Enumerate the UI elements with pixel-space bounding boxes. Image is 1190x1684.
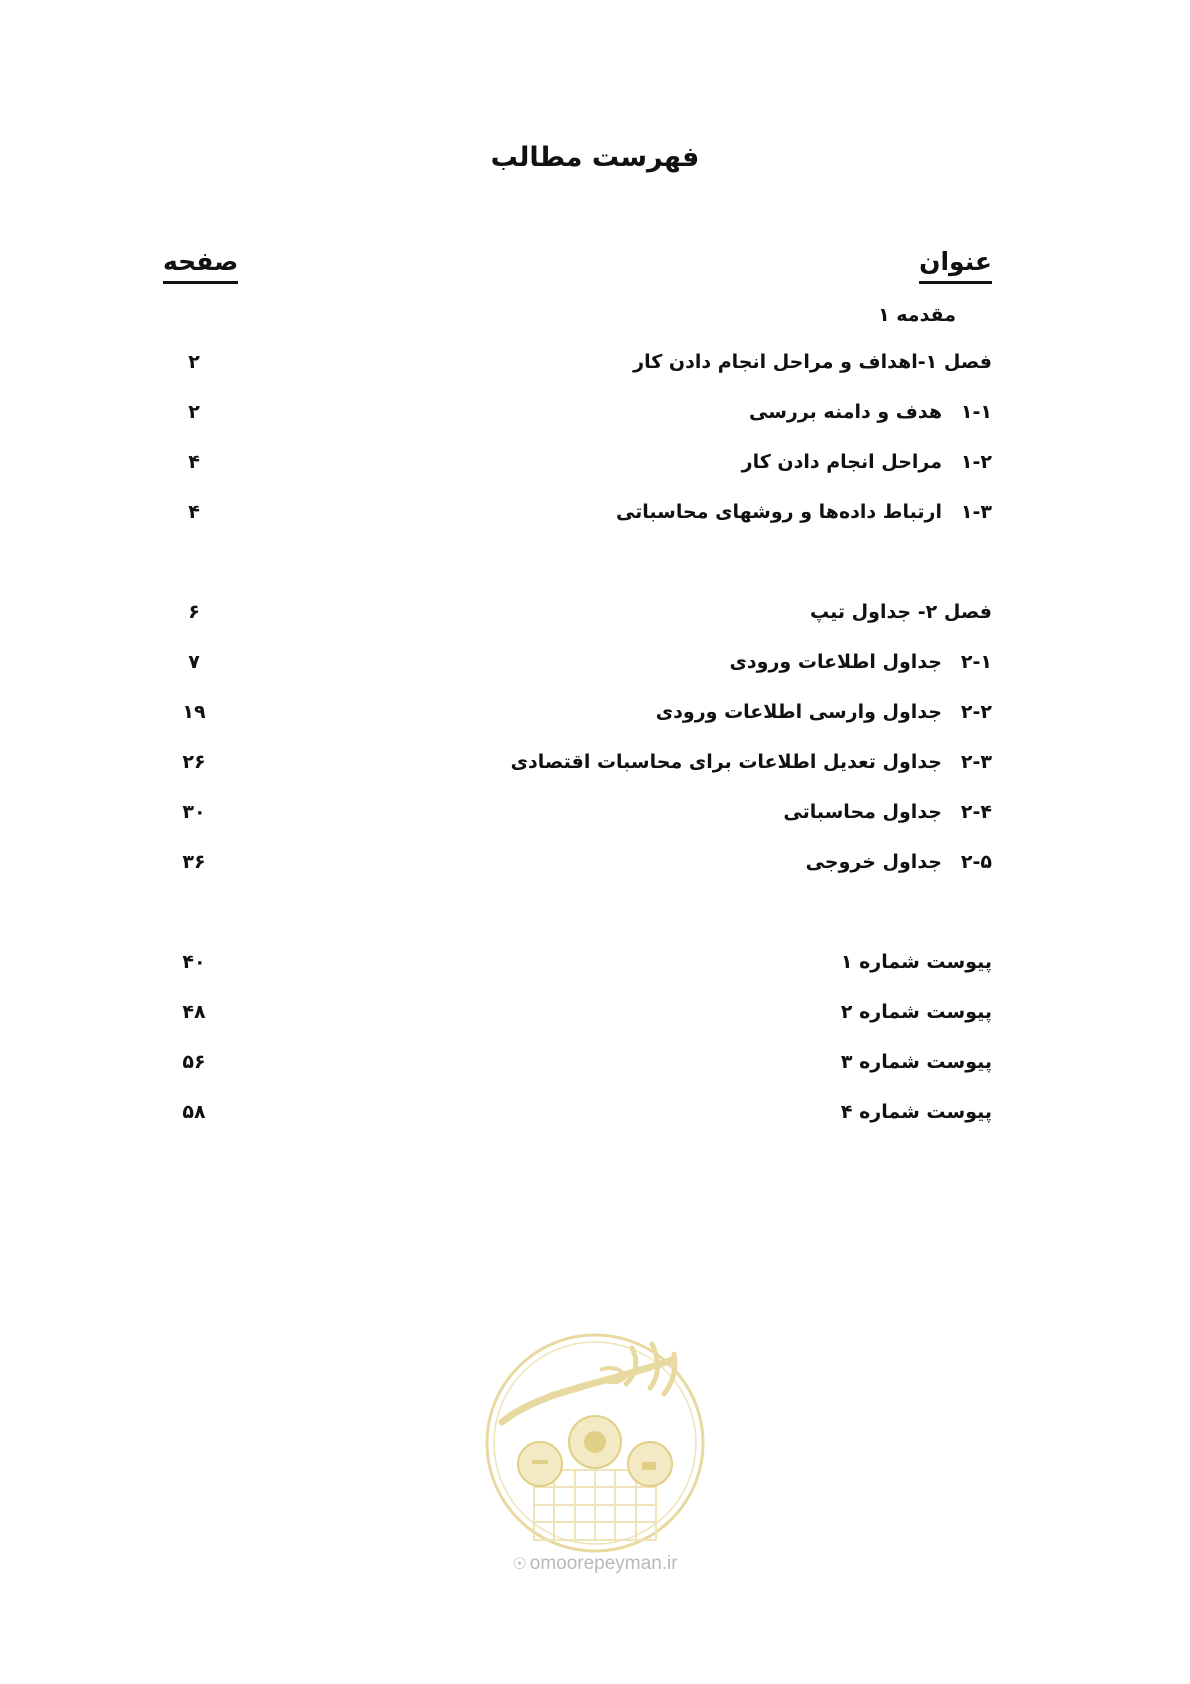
row-page: ۴ <box>188 501 200 523</box>
row-label: پیوست شماره ۳ <box>840 1051 992 1073</box>
row-number: ۱-۳ <box>960 501 992 523</box>
row-page: ۳۶ <box>182 851 206 873</box>
globe-icon: ☉ <box>512 1556 527 1573</box>
row-label: مراحل انجام دادن کار <box>741 451 942 473</box>
column-header-title: عنوان <box>919 245 992 284</box>
row-label: فصل ۱-اهداف و مراحل انجام دادن کار <box>633 351 992 373</box>
toc-row <box>150 992 992 1032</box>
toc-row <box>150 1042 992 1082</box>
row-label: مقدمه ۱ <box>878 304 956 326</box>
toc-row <box>150 842 992 882</box>
row-page: ۵۸ <box>182 1101 206 1123</box>
toc-row <box>150 1092 992 1132</box>
row-label: جداول اطلاعات ورودی <box>729 651 942 673</box>
row-label: ارتباط داده‌ها و روشهای محاسباتی <box>615 501 942 523</box>
row-number: ۲-۳ <box>960 751 992 773</box>
toc-row <box>150 295 992 335</box>
row-page: ۷ <box>188 651 200 673</box>
toc-row <box>150 792 992 832</box>
toc-row <box>150 592 992 632</box>
toc-row <box>150 942 992 982</box>
row-label: پیوست شماره ۱ <box>840 951 992 973</box>
row-label: جداول خروجی <box>805 851 942 873</box>
row-label: هدف و دامنه بررسی <box>749 401 942 423</box>
toc-row <box>150 492 992 532</box>
row-page: ۴۸ <box>182 1001 206 1023</box>
row-number: ۲-۲ <box>960 701 992 723</box>
row-label: پیوست شماره ۲ <box>840 1001 992 1023</box>
row-number: ۲-۵ <box>960 851 992 873</box>
row-page: ۵۶ <box>182 1051 206 1073</box>
toc-row <box>150 742 992 782</box>
row-number: ۱-۱ <box>960 401 992 423</box>
row-label: پیوست شماره ۴ <box>840 1101 992 1123</box>
row-page: ۲ <box>188 401 200 423</box>
row-page: ۳۰ <box>182 801 206 823</box>
toc-row <box>150 442 992 482</box>
toc-row <box>150 642 992 682</box>
row-label: جداول محاسباتی <box>783 801 942 823</box>
row-number: ۱-۲ <box>960 451 992 473</box>
row-page: ۲۶ <box>182 751 206 773</box>
row-page: ۴۰ <box>182 951 206 973</box>
row-page: ۴ <box>188 451 200 473</box>
column-header-page: صفحه <box>163 245 238 284</box>
toc-row <box>150 692 992 732</box>
page-title: فهرست مطالب <box>490 142 700 173</box>
row-number: ۲-۱ <box>960 651 992 673</box>
watermark-url: ☉ omoorepeyman.ir <box>512 1553 678 1574</box>
toc-row <box>150 342 992 382</box>
row-page: ۶ <box>188 601 200 623</box>
toc-row <box>150 392 992 432</box>
watermark-logo <box>482 1330 708 1556</box>
row-label: جداول وارسی اطلاعات ورودی <box>655 701 942 723</box>
row-label: جداول تعدیل اطلاعات برای محاسبات اقتصادی <box>510 751 942 773</box>
row-page: ۱۹ <box>182 701 206 723</box>
row-label: فصل ۲- جداول تیپ <box>810 601 992 623</box>
row-page: ۲ <box>188 351 200 373</box>
row-number: ۲-۴ <box>960 801 992 823</box>
